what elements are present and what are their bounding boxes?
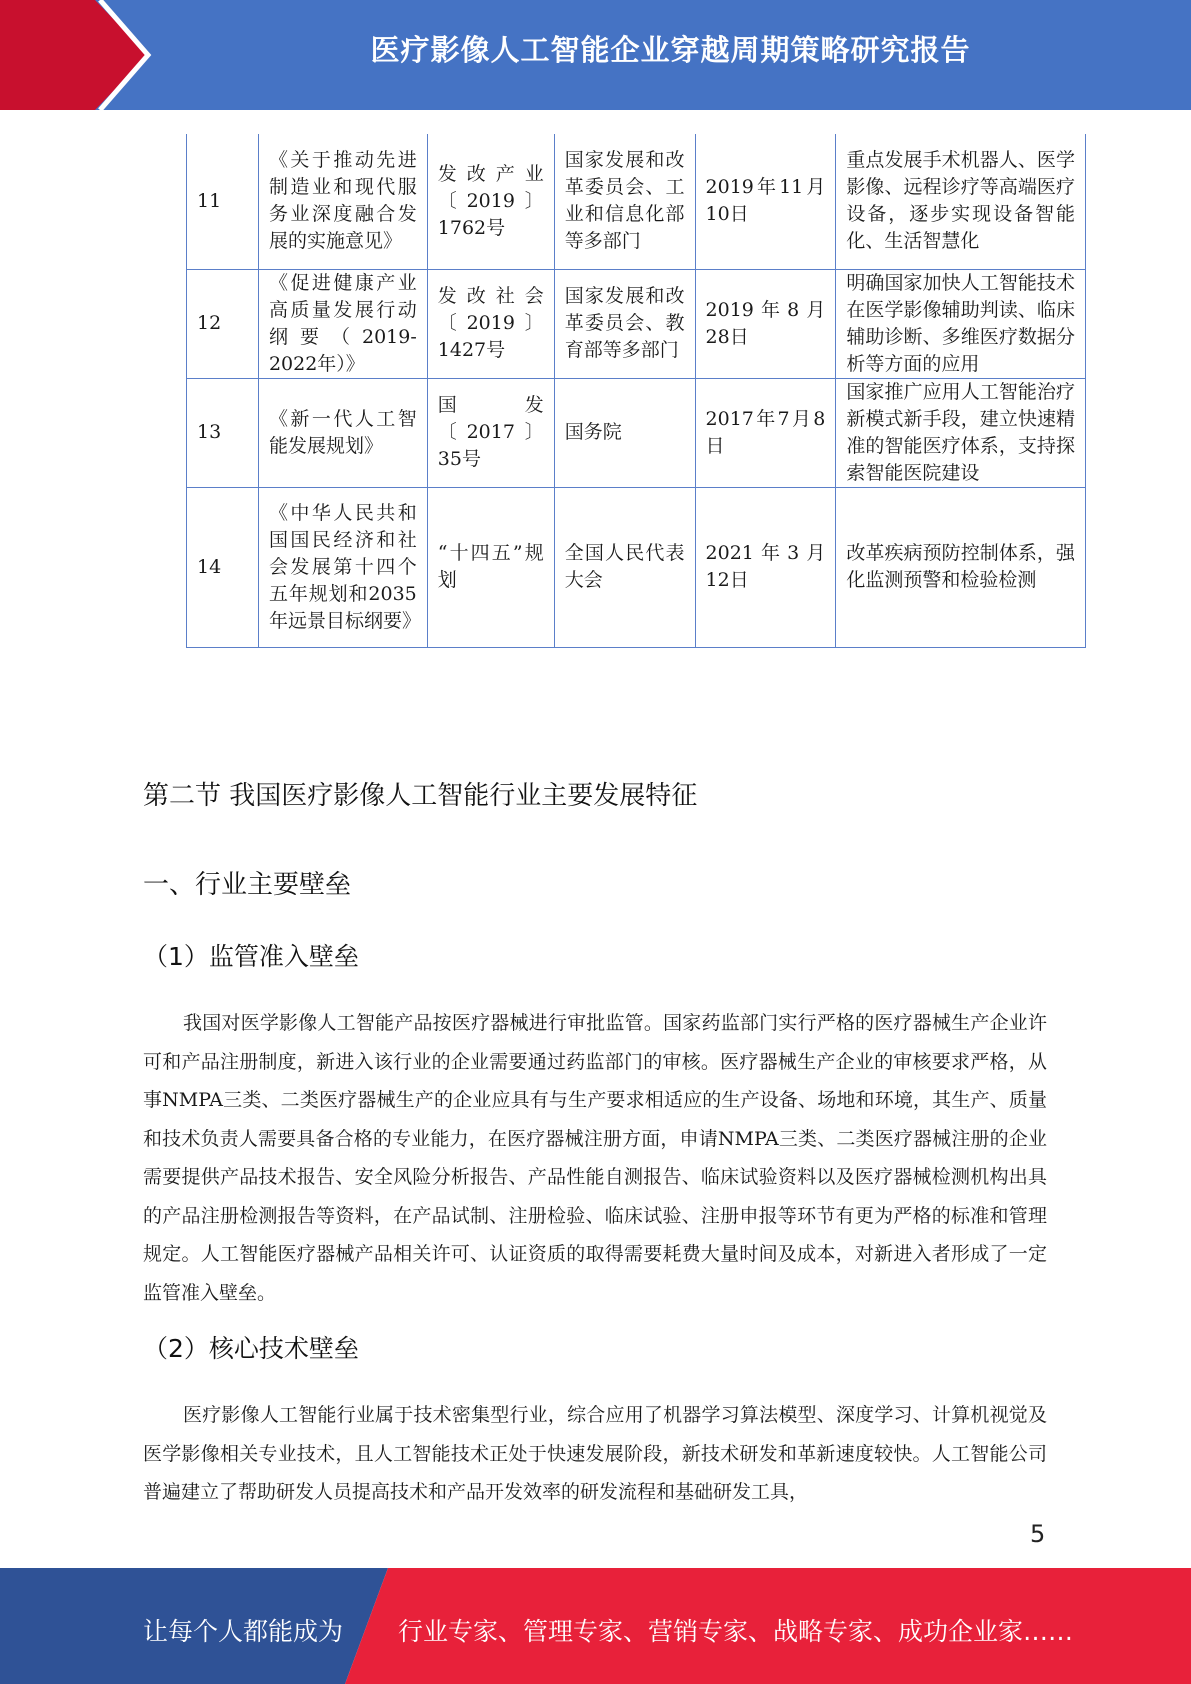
- cell-issuer: 国家发展和改革委员会、工业和信息化部等多部门: [554, 134, 695, 269]
- cell-doc-number: 发改产业〔2019〕1762号: [427, 134, 554, 269]
- table-row: [187, 378, 1086, 487]
- table-row: [187, 269, 1086, 378]
- cell-date: 2021年3月12日: [695, 487, 836, 647]
- cell-policy-name: 《关于推动先进制造业和现代服务业深度融合发展的实施意见》: [258, 134, 427, 269]
- cell-no: 11: [187, 134, 259, 269]
- cell-content: 重点发展手术机器人、医学影像、远程诊疗等高端医疗设备，逐步实现设备智能化、生活智慧化: [836, 134, 1086, 269]
- cell-issuer: 国务院: [554, 378, 695, 487]
- cell-policy-name: 《促进健康产业高质量发展行动纲要（2019-2022年）》: [258, 269, 427, 378]
- page-number: 5: [1030, 1520, 1046, 1548]
- cell-no: 14: [187, 487, 259, 647]
- cell-content: 国家推广应用人工智能治疗新模式新手段，建立快速精准的智能医疗体系，支持探索智能医院建设: [836, 378, 1086, 487]
- cell-content: 改革疾病预防控制体系，强化监测预警和检验检测: [836, 487, 1086, 647]
- cell-date: 2017年7月8日: [695, 378, 836, 487]
- cell-date: 2019年11月10日: [695, 134, 836, 269]
- footer-slogan-right: 行业专家、管理专家、营销专家、战略专家、成功企业家……: [398, 1617, 1074, 1646]
- cell-issuer: 国家发展和改革委员会、教育部等多部门: [554, 269, 695, 378]
- table-row: [187, 487, 1086, 647]
- paragraph: 我国对医学影像人工智能产品按医疗器械进行审批监管。国家药监部门实行严格的医疗器械生产企业许可和产品注册制度，新进入该行业的企业需要通过药监部门的审核。医疗器械生产企业的审核要求严格，从事NMPA三类、二类医疗器械生产的企业应具有与生产要求相适应的生产设备、场地和环境，其生产、质量和技术负责人需要具备合格的专业能力，在医疗器械注册方面，申请NMPA三类、二类医疗器械注册的企业需要提供产品技术报告、安全风险分析报告、产品性能自测报告、临床试验资料以及医疗器械检测机构出具的产品注册检测报告等资料，在产品试制、注册检验、临床试验、注册申报等环节有更为严格的标准和管理规定。人工智能医疗器械产品相关许可、认证资质的取得需要耗费大量时间及成本，对新进入者形成了一定监管准入壁垒。: [143, 1012, 1047, 1304]
- barrier-heading: （2）核心技术壁垒: [143, 1334, 359, 1363]
- cell-doc-number: 发改社会〔2019〕1427号: [427, 269, 554, 378]
- section-heading: 第二节 我国医疗影像人工智能行业主要发展特征: [143, 781, 698, 811]
- cell-date: 2019年8月28日: [695, 269, 836, 378]
- page-header: [0, 0, 1191, 110]
- barrier-heading: （1）监管准入壁垒: [143, 942, 359, 971]
- subsection-heading: 一、行业主要壁垒: [143, 870, 352, 900]
- table-row: [187, 134, 1086, 269]
- cell-no: 13: [187, 378, 259, 487]
- paragraph: 医疗影像人工智能行业属于技术密集型行业，综合应用了机器学习算法模型、深度学习、计算机视觉及医学影像相关专业技术，且人工智能技术正处于快速发展阶段，新技术研发和革新速度较快。人工智能公司普遍建立了帮助研发人员提高技术和产品开发效率的研发流程和基础研发工具，: [143, 1404, 1047, 1503]
- cell-doc-number: 国发〔2017〕35号: [427, 378, 554, 487]
- header-arrow-decoration: [0, 0, 160, 110]
- cell-no: 12: [187, 269, 259, 378]
- cell-policy-name: 《中华人民共和国国民经济和社会发展第十四个五年规划和2035年远景目标纲要》: [258, 487, 427, 647]
- report-title: 医疗影像人工智能企业穿越周期策略研究报告: [370, 33, 971, 67]
- cell-doc-number: “十四五”规划: [427, 487, 554, 647]
- cell-policy-name: 《新一代人工智能发展规划》: [258, 378, 427, 487]
- cell-issuer: 全国人民代表大会: [554, 487, 695, 647]
- policy-table: [186, 134, 1086, 648]
- cell-content: 明确国家加快人工智能技术在医学影像辅助判读、临床辅助诊断、多维医疗数据分析等方面的应用: [836, 269, 1086, 378]
- footer-slogan-left: 让每个人都能成为: [143, 1617, 344, 1646]
